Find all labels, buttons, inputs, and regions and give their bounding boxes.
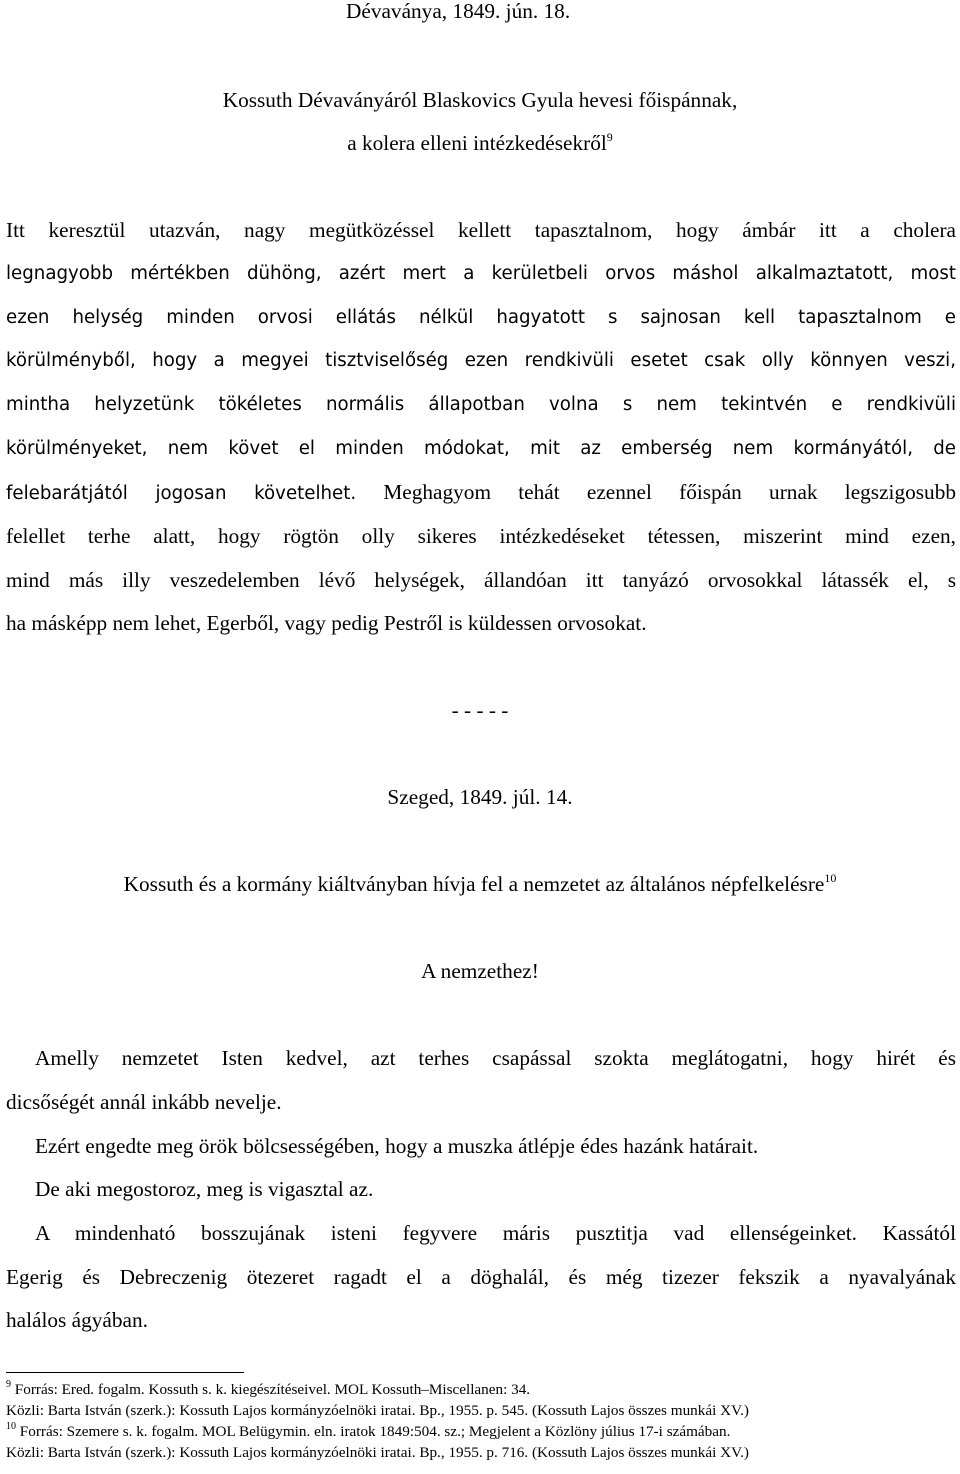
body-line: halálos ágyában. — [6, 1308, 148, 1332]
footnote-divider — [6, 1372, 244, 1373]
letter-date: Dévaványa, 1849. jún. 18. — [346, 0, 571, 23]
footnote-9-line2: Közli: Barta István (szerk.): Kossuth Lajos kormányzóelnöki iratai. Bp., 1955. p. 545. (Kossuth Lajos összes munkái XV.) — [6, 1402, 749, 1419]
body-line-last: ha másképp nem lehet, Egerből, vagy pedig Pestről is küldessen orvosokat. — [6, 611, 647, 635]
body-line: ezen helység minden orvosi ellátás nélkül hagyatott s sajnosan kell tapasztalnom e — [6, 307, 956, 328]
body-line: körülményeket, nem követ el minden módokat, mit az emberség nem kormányától, de — [6, 438, 956, 459]
footnote-ref-9: 9 — [606, 130, 613, 144]
body-line: Egerig és Debreczenig ötezeret ragadt el a döghalál, és még tizezer fekszik a nyavalyának — [6, 1265, 956, 1289]
salutation: A nemzethez! — [421, 959, 539, 983]
body-line: mintha helyzetünk tökéletes normális állapotban volna s nem tekintvén e rendkivüli — [6, 394, 956, 415]
body-line: felellet terhe alatt, hogy rögtön olly sikeres intézkedéseket tétessen, miszerint mind ezen, — [6, 524, 956, 548]
body-line: dicsőségét annál inkább nevelje. — [6, 1090, 282, 1114]
body-line-mixed — [6, 478, 956, 508]
body-segment-sans: felebarátjától jogosan követelhet. — [6, 483, 357, 504]
footnote-ref-10: 10 — [824, 871, 837, 885]
body-line: legnagyobb mértékben dühöng, azért mert a kerületbeli orvos máshol alkalmaztatott, most — [6, 263, 956, 284]
footnote-10-text: Forrás: Szemere s. k. fogalm. MOL Belügymin. eln. iratok 1849:504. sz.; Megjelent a Közlöny július 17-i számában. — [19, 1423, 731, 1440]
proclamation-date: Szeged, 1849. júl. 14. — [387, 785, 573, 809]
proclamation-title-text: Kossuth és a kormány kiáltványban hívja fel a nemzetet az általános népfelkelésre — [123, 872, 825, 896]
body-line: De aki megostoroz, meg is vigasztal az. — [35, 1177, 374, 1201]
body-line: Ezért engedte meg örök bölcsességében, hogy a muszka átlépje édes hazánk határait. — [35, 1134, 759, 1158]
body-segment-serif: Meghagyom tehát ezennel főispán urnak legszigosubb — [383, 480, 956, 504]
body-line: A mindenható bosszujának isteni fegyvere máris pusztitja vad ellenségeinket. Kassától — [35, 1221, 956, 1245]
body-line: Amelly nemzetet Isten kedvel, azt terhes csapással szokta meglátogatni, hogy hirét és — [35, 1046, 956, 1070]
footnote-9-text: Forrás: Ered. fogalm. Kossuth s. k. kiegészítéseivel. MOL Kossuth–Miscellanen: 34. — [14, 1381, 531, 1398]
body-line: mind más illy veszedelemben lévő helységek, állandóan itt tanyázó orvosokkal látassék el, s — [6, 568, 956, 592]
footnote-9-line1 — [6, 1380, 530, 1400]
letter-title-line1: Kossuth Dévaványáról Blaskovics Gyula hevesi főispánnak, — [222, 88, 738, 112]
body-line: Itt keresztül utazván, nagy megütközéssel kellett tapasztalnom, hogy ámbár itt a cholera — [6, 218, 956, 242]
footnote-9-number: 9 — [6, 1379, 11, 1390]
letter-title-text: a kolera elleni intézkedésekről — [347, 131, 607, 155]
proclamation-title — [0, 870, 960, 898]
footnote-10-number: 10 — [6, 1421, 16, 1432]
footnote-10-line2: Közli: Barta István (szerk.): Kossuth Lajos kormányzóelnöki iratai. Bp., 1955. p. 716. (Kossuth Lajos összes munkái XV.) — [6, 1444, 749, 1461]
letter-title-line2 — [0, 129, 960, 157]
footnote-10-line1 — [6, 1422, 730, 1442]
body-line: körülményből, hogy a megyei tisztviselőség ezen rendkivüli esetet csak olly könnyen veszi, — [6, 350, 956, 371]
section-separator: - - - - - — [451, 698, 509, 722]
